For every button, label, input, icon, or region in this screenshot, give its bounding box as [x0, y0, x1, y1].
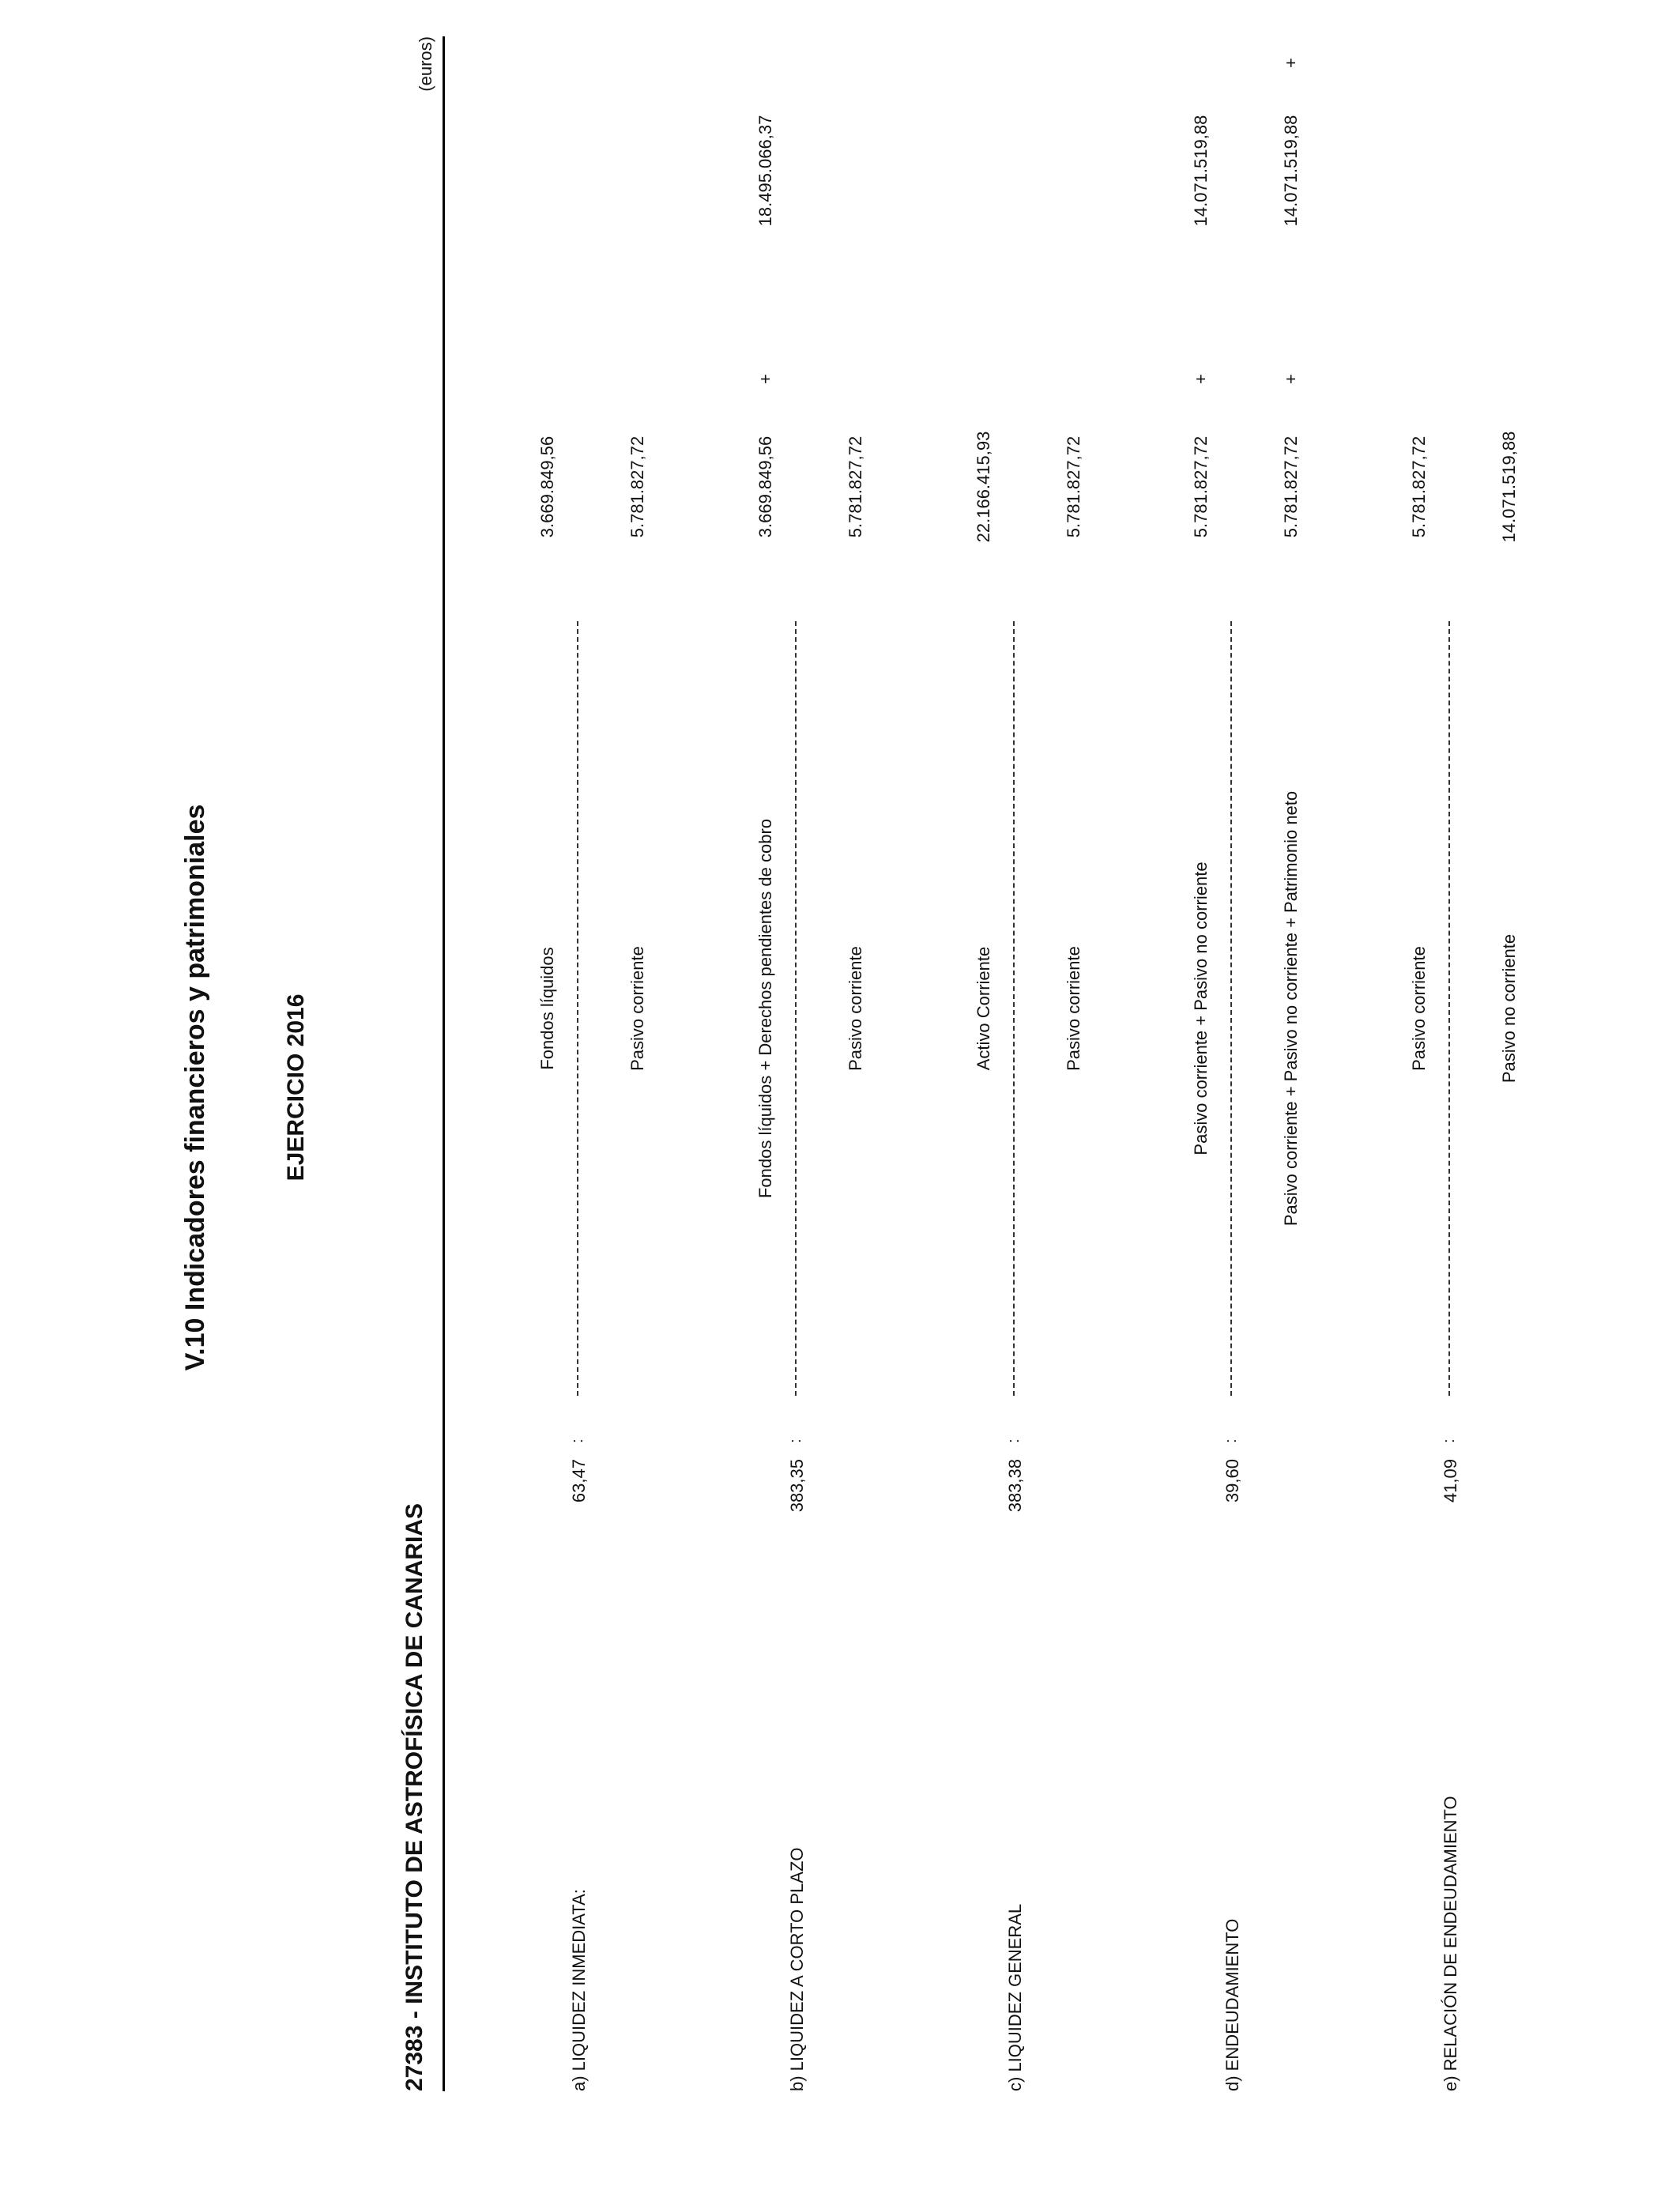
indicator-a-fraction-line — [577, 621, 578, 1396]
indicator-b-numerator-value: 18.495.066,37 — [755, 115, 775, 227]
indicator-c-numerator-text: Activo Corriente — [974, 946, 993, 1071]
indicator-d-denominator-operator: + — [1281, 374, 1301, 384]
indicator-b-numerator-value: 3.669.849,56 — [755, 435, 775, 538]
indicator-c-denominator-text: Pasivo corriente — [1064, 946, 1083, 1071]
indicator-e-fraction-line — [1448, 621, 1450, 1396]
indicator-b-colon: : — [787, 1438, 804, 1443]
indicator-e-result: 41,09 — [1441, 1459, 1460, 1503]
indicator-d-numerator-text: Pasivo corriente + Pasivo no corriente — [1191, 861, 1211, 1155]
indicator-e-denominator-text: Pasivo no corriente — [1499, 933, 1519, 1084]
indicator-b-denominator-value: 5.781.827,72 — [846, 435, 865, 538]
indicator-c-fraction-line — [1013, 621, 1015, 1396]
indicator-d-fraction-line — [1230, 621, 1232, 1396]
indicator-b-numerator-text: Fondos líquidos + Derechos pendientes de cobro — [755, 818, 775, 1199]
indicator-d-denominator-value: 14.071.519,88 — [1281, 115, 1301, 227]
indicator-b-fraction-line — [795, 621, 797, 1396]
indicator-d-denominator-text: Pasivo corriente + Pasivo no corriente + Patrimonio neto — [1281, 790, 1301, 1227]
indicator-d-label: d) ENDEUDAMIENTO — [1222, 1918, 1242, 2091]
page-subtitle: EJERCICIO 2016 — [283, 993, 309, 1182]
indicator-d-denominator-operator: + — [1281, 58, 1301, 68]
indicator-e-numerator-value: 5.781.827,72 — [1409, 435, 1429, 538]
indicator-a-denominator-value: 5.781.827,72 — [627, 435, 647, 538]
header-rule — [443, 36, 445, 2091]
indicator-a-numerator-value: 3.669.849,56 — [537, 435, 557, 538]
indicator-b-denominator-text: Pasivo corriente — [846, 946, 865, 1071]
indicator-c-colon: : — [1005, 1438, 1023, 1443]
indicator-b-result: 383,35 — [787, 1459, 807, 1513]
indicator-b-label: b) LIQUIDEZ A CORTO PLAZO — [787, 1847, 807, 2091]
indicator-d-colon: : — [1222, 1438, 1240, 1443]
indicator-c-denominator-value: 5.781.827,72 — [1064, 435, 1083, 538]
indicator-d-result: 39,60 — [1222, 1459, 1242, 1503]
indicator-d-numerator-value: 5.781.827,72 — [1191, 435, 1211, 538]
unit-label: (euros) — [416, 36, 435, 92]
indicator-a-colon: : — [569, 1438, 586, 1443]
indicator-e-denominator-value: 14.071.519,88 — [1499, 431, 1519, 543]
indicator-e-label: e) RELACIÓN DE ENDEUDAMIENTO — [1441, 1796, 1460, 2091]
indicator-e-colon: : — [1441, 1438, 1458, 1443]
indicator-c-label: c) LIQUIDEZ GENERAL — [1005, 1903, 1025, 2091]
indicator-d-denominator-value: 5.781.827,72 — [1281, 435, 1301, 538]
indicator-b-numerator-operator: + — [755, 374, 775, 384]
indicator-a-denominator-text: Pasivo corriente — [627, 946, 647, 1071]
indicator-a-result: 63,47 — [569, 1459, 589, 1503]
indicator-c-result: 383,38 — [1005, 1459, 1025, 1513]
indicator-d-numerator-value: 14.071.519,88 — [1191, 115, 1211, 227]
entity-heading: 27383 - INSTITUTO DE ASTROFÍSICA DE CANARIAS — [401, 1503, 428, 2091]
indicator-e-numerator-text: Pasivo corriente — [1409, 946, 1429, 1071]
indicator-a-label: a) LIQUIDEZ INMEDIATA: — [569, 1889, 589, 2091]
indicator-a-numerator-text: Fondos líquidos — [537, 947, 557, 1070]
indicator-d-numerator-operator: + — [1191, 374, 1211, 384]
page-title: V.10 Indicadores financieros y patrimoniales — [180, 804, 210, 1371]
indicator-c-numerator-value: 22.166.415,93 — [974, 431, 993, 543]
